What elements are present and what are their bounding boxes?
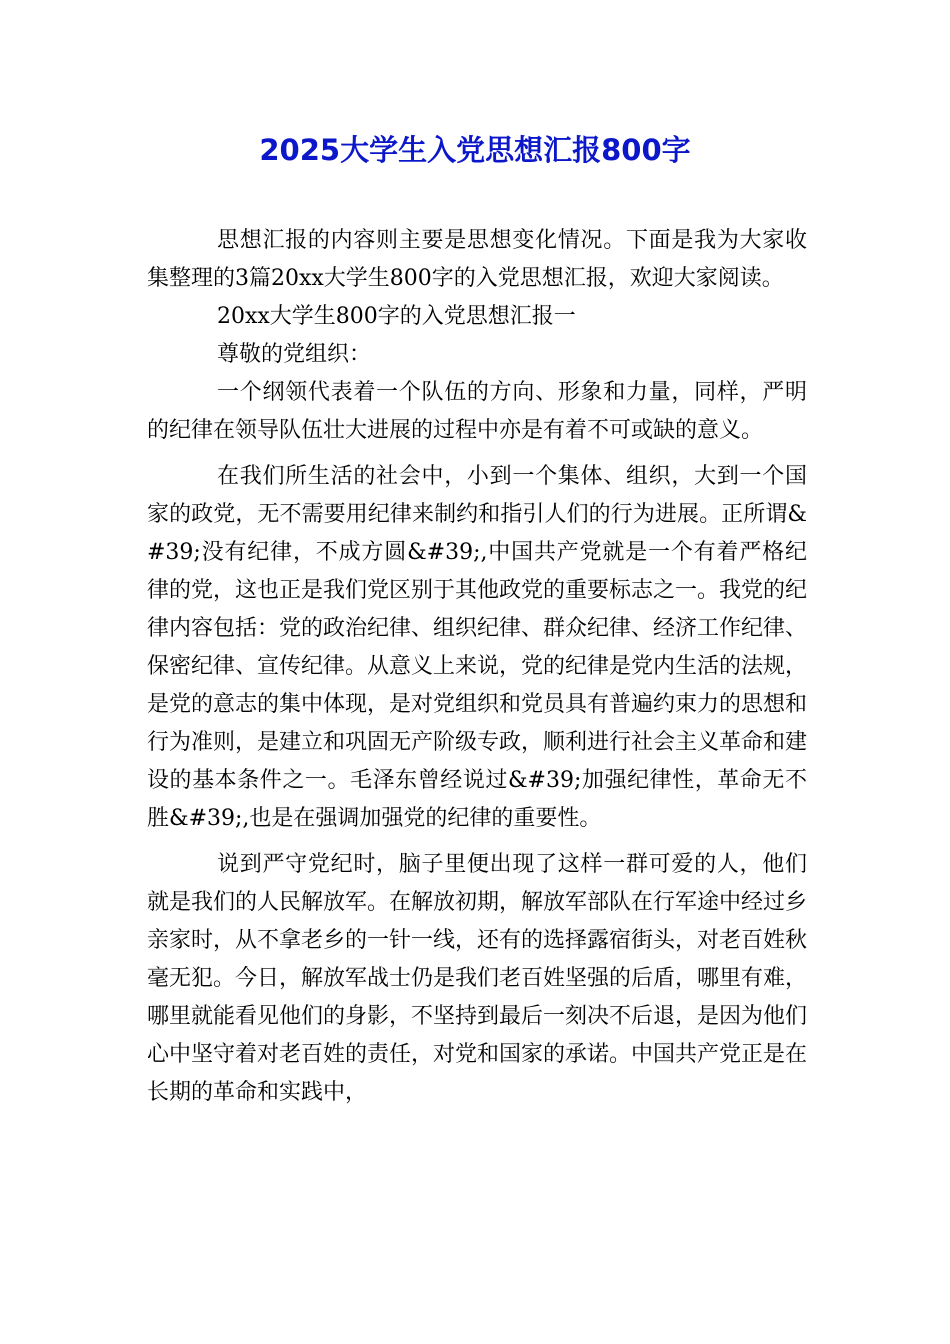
intro-paragraph: 思想汇报的内容则主要是思想变化情况。下面是我为大家收集整理的3篇20xx大学生800字的入党思想汇报，欢迎大家阅读。	[147, 228, 807, 291]
salutation: 尊敬的党组织：	[217, 342, 372, 367]
body-paragraph: 一个纲领代表着一个队伍的方向、形象和力量，同样，严明的纪律在领导队伍壮大进展的过程中亦是有着不可或缺的意义。	[147, 380, 807, 443]
document-title: 2025大学生入党思想汇报800字	[259, 133, 691, 167]
section-heading: 20xx大学生800字的入党思想汇报一	[217, 304, 576, 329]
document-body	[147, 222, 807, 1112]
body-paragraph: 说到严守党纪时，脑子里便出现了这样一群可爱的人，他们就是我们的人民解放军。在解放初期，解放军部队在行军途中经过乡亲家时，从不拿老乡的一针一线，还有的选择露宿街头，对老百姓秋毫无犯。今日，解放军战士仍是我们老百姓坚强的后盾，哪里有难，哪里就能看见他们的身影，不坚持到最后一刻决不后退，是因为他们心中坚守着对老百姓的责任，对党和国家的承诺。中国共产党正是在长期的革命和实践中，	[147, 852, 808, 1105]
body-paragraph: 在我们所生活的社会中，小到一个集体、组织，大到一个国家的政党，无不需要用纪律来制约和指引人们的行为进展。正所谓&#39;没有纪律，不成方圆&#39;,中国共产党就是一个有着严格纪律的党，这也正是我们党区别于其他政党的重要标志之一。我党的纪律内容包括：党的政治纪律、组织纪律、群众纪律、经济工作纪律、保密纪律、宣传纪律。从意义上来说，党的纪律是党内生活的法规，是党的意志的集中体现，是对党组织和党员具有普遍约束力的思想和行为准则，是建立和巩固无产阶级专政，顺利进行社会主义革命和建设的基本条件之一。毛泽东曾经说过&#39;加强纪律性，革命无不胜&#39;,也是在强调加强党的纪律的重要性。	[147, 464, 808, 831]
